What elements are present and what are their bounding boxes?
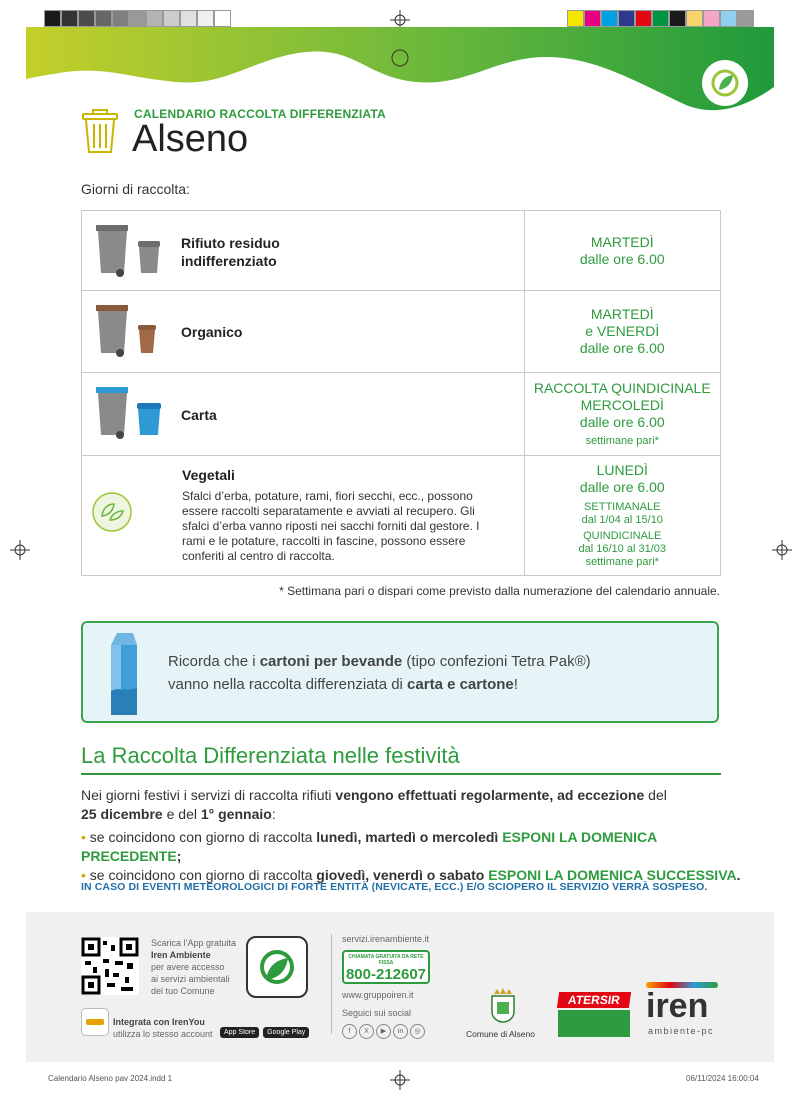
info-text: Ricorda che i: [168, 653, 260, 670]
atersir-logo: [558, 992, 630, 1037]
info-text: !: [513, 676, 518, 693]
holiday-bold: 1° gennaio: [200, 806, 272, 822]
info-bold: cartoni per bevande: [259, 653, 403, 670]
period-label: QUINDICINALE: [583, 530, 662, 542]
facebook-icon[interactable]: f: [342, 1024, 357, 1039]
print-date: 06/11/2024 16:00:04: [686, 1074, 759, 1083]
registration-mark-icon: [10, 540, 30, 560]
holiday-bold: ,: [549, 787, 558, 803]
waste-type-name: Carta: [181, 407, 217, 423]
irenyou-line: Integrata con IrenYou: [113, 1017, 205, 1027]
qr-code-icon: [81, 937, 139, 995]
holiday-bold: ad eccezione: [557, 787, 645, 803]
page-title: Alseno: [132, 118, 249, 160]
info-box: [81, 621, 719, 723]
paper-bin-icon: [94, 385, 174, 441]
app-text: ai servizi ambientali: [151, 974, 230, 984]
app-promo: [151, 937, 236, 997]
instagram-icon[interactable]: ◎: [410, 1024, 425, 1039]
comune-crest-icon: [484, 986, 522, 1024]
collection-days: [524, 373, 720, 456]
social-label: Seguici sui social: [342, 1008, 412, 1018]
beverage-carton-icon: [105, 631, 141, 717]
store-badges: [220, 1021, 313, 1039]
website-link[interactable]: www.gruppoiren.it: [342, 990, 414, 1000]
waste-type-name: indifferenziato: [181, 253, 277, 269]
holidays-title: La Raccolta Differenziata nelle festività: [81, 743, 460, 768]
holiday-bold: 25 dicembre: [81, 806, 163, 822]
youtube-icon[interactable]: ▶: [376, 1024, 391, 1039]
rule-action: ESPONI LA DOMENICA SUCCESSIVA: [484, 867, 737, 883]
day-line: MARTEDÌ: [590, 306, 654, 322]
social-icons: [342, 1020, 427, 1039]
organic-bin-icon: [94, 303, 174, 359]
holidays-paragraph: [81, 786, 721, 824]
x-icon[interactable]: X: [359, 1024, 374, 1039]
table-row: [82, 456, 721, 576]
period-range: dal 1/04 al 15/10: [581, 514, 663, 526]
weather-warning: IN CASO DI EVENTI METEOROLOGICI DI FORTE ENTITÀ (NEVICATE, ECC.) E/O SCIOPERO IL SERVIZIO VERRÀ SOSPESO.: [81, 881, 708, 893]
holiday-text: del: [644, 787, 667, 803]
rule-action: ESPONI LA DOMENICA PRECEDENTE: [81, 829, 657, 864]
irenyou-icon: [81, 1008, 109, 1036]
google-play-button[interactable]: Google Play: [263, 1027, 309, 1038]
phone-box[interactable]: [342, 950, 430, 984]
iren-subtitle: ambiente-pc: [648, 1026, 715, 1036]
rule-days: lunedì, martedì o mercoledì: [316, 829, 499, 845]
title-divider: [81, 773, 721, 775]
linkedin-icon[interactable]: in: [393, 1024, 408, 1039]
table-row: [82, 373, 721, 456]
app-store-button[interactable]: App Store: [220, 1027, 259, 1038]
registration-circle-icon: [390, 48, 410, 68]
registration-mark-icon: [390, 1070, 410, 1090]
day-line: RACCOLTA QUINDICINALE: [533, 380, 711, 396]
phone-number: 800-212607: [345, 966, 427, 983]
collection-table: [81, 210, 721, 576]
holiday-text: e del: [162, 806, 201, 822]
day-line: MERCOLEDÌ: [580, 397, 664, 413]
bin-icon: [79, 108, 121, 154]
holiday-text: Nei giorni festivi i servizi di raccolta rifiuti: [81, 787, 336, 803]
rule-text: se coincidono con giorno di raccolta: [89, 829, 317, 845]
app-text: del tuo Comune: [151, 986, 215, 996]
period-label: SETTIMANALE: [584, 501, 661, 513]
collection-days: [524, 291, 720, 373]
holiday-text: :: [271, 806, 276, 822]
day-line: LUNEDÌ: [596, 462, 648, 478]
calendar-kicker: CALENDARIO RACCOLTA DIFFERENZIATA: [134, 107, 386, 121]
day-line: dalle ore 6.00: [579, 414, 665, 430]
green-waste-icon: [90, 490, 134, 534]
rule-punct: .: [736, 867, 741, 883]
footnote: * Settimana pari o dispari come previsto dalla numerazione del calendario annuale.: [279, 584, 720, 598]
registration-mark-icon: [772, 540, 792, 560]
collection-days: [524, 456, 720, 576]
info-bold: carta e cartone: [407, 676, 514, 693]
info-text: (tipo confezioni Tetra Pak®): [402, 653, 591, 670]
phone-note: CHIAMATA GRATUITA DA RETE FISSA: [348, 954, 424, 966]
rule-text: se coincidono con giorno di raccolta: [89, 867, 317, 883]
day-line: dalle ore 6.00: [579, 250, 665, 267]
app-name: Iren Ambiente: [151, 950, 211, 960]
list-item: • se coincidono con giorno di raccolta giovedì, venerdì o sabato ESPONI LA DOMENICA SUCCESSIVA.: [81, 867, 741, 883]
website-link[interactable]: servizi.irenambiente.it: [342, 934, 430, 944]
week-note: settimane pari*: [585, 435, 659, 447]
rule-punct: ;: [176, 848, 182, 864]
table-row: [82, 291, 721, 373]
intro-text: Giorni di raccolta:: [81, 181, 190, 197]
day-line: MARTEDÌ: [590, 233, 654, 250]
table-row: [82, 211, 721, 291]
leaf-logo-icon: [702, 60, 748, 106]
app-text: Scarica l’App gratuita: [151, 938, 237, 948]
footer: [26, 912, 774, 1062]
header-wave: [26, 27, 774, 117]
list-item: • se coincidono con giorno di raccolta lunedì, martedì o mercoledì ESPONI LA DOMENICA PRECEDENTE;: [81, 829, 657, 864]
info-text: vanno nella raccolta differenziata di: [168, 676, 408, 693]
app-icon[interactable]: [246, 936, 308, 998]
day-line: dalle ore 6.00: [579, 340, 665, 356]
atersir-text: ATERSIR: [557, 992, 631, 1008]
irenyou-text: [113, 1016, 213, 1040]
holiday-rules: [81, 828, 741, 885]
print-file: Calendario Alseno pav 2024.indd 1: [48, 1074, 173, 1083]
comune-label: Comune di Alseno: [466, 1029, 535, 1039]
waste-type-name: Rifiuto residuo: [181, 235, 280, 251]
day-line: dalle ore 6.00: [579, 479, 665, 495]
day-line: e VENERDÌ: [585, 323, 660, 339]
waste-type-name: Organico: [181, 324, 243, 340]
green-waste-description: Sfalci d’erba, potature, rami, fiori secchi, ecc., possono essere raccolti separatamente e avviati al recupero. Gli sfalci d’erba vanno riposti nei sacchi forniti dal gestore. I rami e le potature, raccolti in fascine, possono essere conferiti al centro di raccolta.: [182, 489, 480, 563]
week-note: settimane pari*: [585, 556, 659, 568]
app-text: per avere accesso: [151, 962, 225, 972]
iren-logo: iren: [646, 987, 709, 1025]
collection-days: [524, 211, 720, 291]
waste-type-name: Vegetali: [182, 467, 235, 483]
irenyou-line: utilizza lo stesso account: [113, 1029, 213, 1039]
residual-bin-icon: [94, 223, 174, 279]
rule-days: giovedì, venerdì o sabato: [316, 867, 485, 883]
period-range: dal 16/10 al 31/03: [578, 543, 666, 555]
divider: [331, 934, 332, 1034]
holiday-bold: vengono effettuati regolarmente: [335, 787, 550, 803]
